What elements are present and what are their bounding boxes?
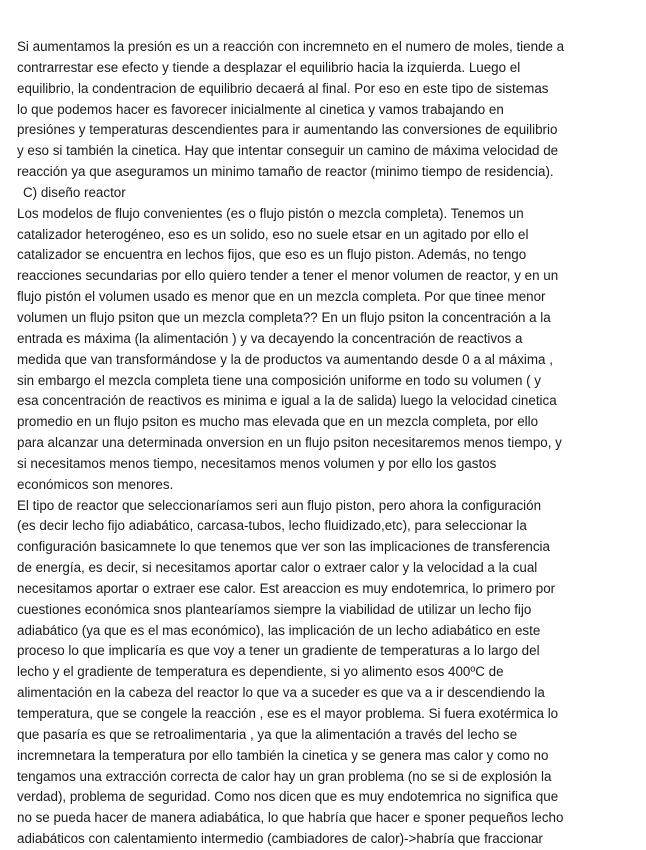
text-line: catalizador se encuentra en lechos fijos, que eso es un flujo piston. Además, no tengo: [17, 247, 527, 263]
text-line: lo que podemos hacer es favorecer inicialmente al cinetica y vamos trabajando en: [17, 101, 504, 117]
text-line: incremnetara la temperatura por ello también la cinetica y se genera mas calor y como no: [17, 747, 549, 763]
text-line: que pasaría es que se retroalimentaria , ya que la alimentación a través del lecho se: [17, 726, 518, 742]
text-line: catalizador heterogéneo, eso es un solido, eso no suele etsar en un agitado por ello el: [17, 226, 529, 242]
text-line: tengamos una extracción correcta de calor hay un gran problema (no se si de explosión la: [17, 768, 552, 784]
text-line: El tipo de reactor que seleccionaríamos seri aun flujo piston, pero ahora la configuración: [17, 497, 542, 513]
text-line: contrarrestar ese efecto y tiende a desplazar el equilibrio hacia la izquierda. Luego el: [17, 59, 521, 75]
text-line: reacciones secundarias por ello quiero tender a tener el menor volumen de reactor, y en un: [17, 268, 559, 284]
text-line: lecho y el gradiente de temperatura es dependiente, si yo alimento esos 400ºC de: [17, 664, 504, 680]
paragraph-pressure-effect: [17, 37, 629, 183]
text-line: esa concentración de reactivos es minima e igual a la de salida) luego la velocidad cinetica: [17, 393, 557, 409]
text-line: configuración basicamnete lo que tenemos que ver son las implicaciones de transferencia: [17, 539, 550, 555]
text-line: equilibrio, la condentracion de equilibrio decaerá al final. Por eso en este tipo de sistemas: [17, 80, 549, 96]
section-heading-reactor-design: [17, 183, 629, 204]
text-line: medida que van transformándose y la de productos va aumentando desde 0 a al máxima ,: [17, 351, 553, 367]
text-line: sin embargo el mezcla completa tiene una composición uniforme en todo su volumen ( y: [17, 372, 541, 388]
text-line: adiabático (ya que es el mas económico), las implicación de un lecho adiabático en este: [17, 622, 541, 638]
text-line: si necesitamos menos tiempo, necesitamos menos volumen y por ello los gastos: [17, 455, 497, 471]
text-line: proceso lo que implicaría es que voy a tener un gradiente de temperaturas a lo largo del: [17, 643, 540, 659]
text-line: verdad), problema de seguridad. Como nos dicen que es muy endotemrica no significa que: [17, 789, 559, 805]
text-line: reacción ya que aseguramos un minimo tamaño de reactor (minimo tiempo de residencia).: [17, 164, 554, 180]
text-line: Los modelos de flujo convenientes (es o flujo pistón o mezcla completa). Tenemos un: [17, 205, 524, 221]
text-line: (es decir lecho fijo adiabático, carcasa-tubos, lecho fluidizado,etc), para seleccionar la: [17, 518, 527, 534]
text-line: volumen un flujo psiton que un mezcla completa?? En un flujo psiton la concentración a la: [17, 309, 551, 325]
paragraph-flow-models: [17, 204, 629, 496]
text-line: cuestiones económica snos plantearíamos siempre la viabilidad de utilizar un lecho fijo: [17, 601, 532, 617]
text-line: Si aumentamos la presión es un a reacción con incremneto en el numero de moles, tiende a: [17, 39, 565, 54]
text-line: entrada es máxima (la alimentación ) y va decayendo la concentración de reactivos a: [17, 330, 523, 346]
section-heading: C) diseño reactor: [23, 184, 126, 200]
text-line: promedio en un flujo psiton es mucho mas elevada que en un mezcla completa, por ello: [17, 414, 539, 430]
text-line: económicos son menores.: [17, 476, 174, 492]
document-page: [17, 37, 629, 850]
paragraph-reactor-configuration: [17, 496, 629, 850]
text-line: necesitamos aportar o extraer ese calor. Est areaccion es muy endotemrica, lo primero por: [17, 580, 556, 596]
text-line: presiónes y temperaturas descendientes para ir aumentando las conversiones de equilibrio: [17, 122, 558, 138]
text-line: y eso si también la cinetica. Hay que intentar conseguir un camino de máxima velocidad de: [17, 143, 559, 159]
text-line: adiabáticos con calentamiento intermedio (cambiadores de calor)->habría que fraccionar: [17, 831, 543, 847]
text-line: no se pueda hacer de manera adiabática, lo que habría que hacer e sponer pequeños lecho: [17, 810, 564, 826]
text-line: para alcanzar una determinada onversion en un flujo psiton necesitaremos menos tiempo, y: [17, 435, 562, 451]
text-line: temperatura, que se congele la reacción , ese es el mayor problema. Si fuera exotérmica lo: [17, 706, 559, 721]
text-line: alimentación en la cabeza del reactor lo que va a suceder es que va a ir descendiendo la: [17, 685, 545, 701]
text-line: flujo pistón el volumen usado es menor que en un mezcla completa. Por que tinee menor: [17, 289, 546, 305]
text-line: de energía, es decir, si necesitamos aportar calor o extraer calor y la velocidad a la cual: [17, 560, 538, 576]
